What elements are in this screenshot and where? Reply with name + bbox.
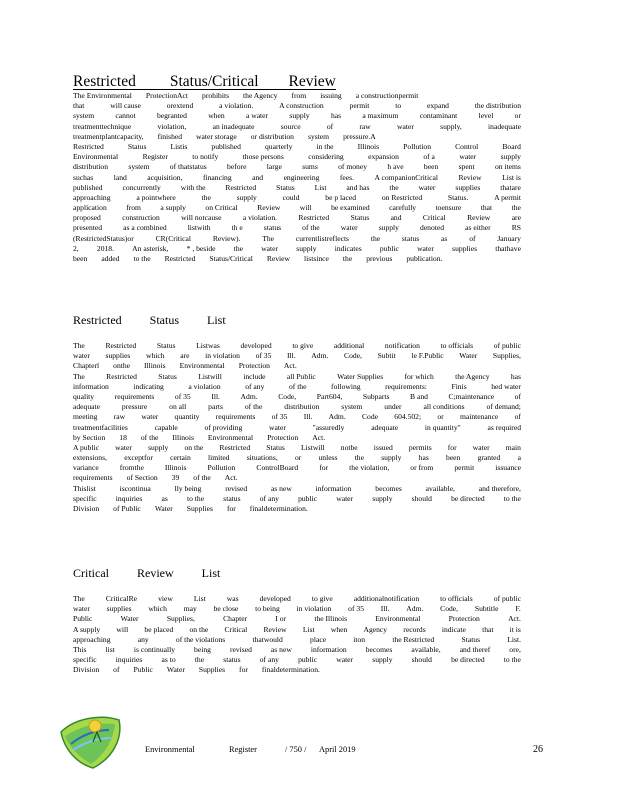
title-word: Restricted (73, 73, 136, 90)
page-title (73, 74, 336, 90)
paragraph (73, 594, 521, 676)
footer-register: Register (229, 745, 257, 754)
text-line: application from a supply on Critical Review will be examined carefully toensure that the (73, 203, 521, 213)
text-line: published concurrently with the Restricted Status List and has the water supplies thatare (73, 182, 521, 192)
text-line: The CriticalRe view List was developed to give additionalnotification to officials of public (73, 594, 521, 603)
heading-word: Restricted (73, 313, 122, 327)
text-line: approaching any of the violations thatwould place iton the Restricted Status List. (73, 634, 521, 644)
text-line: information indicating a violation of any of the following requirements: Finis hed water (73, 381, 521, 391)
text-line: distribution system of thatstatus before large sums of money h ave been spent on items (73, 162, 521, 172)
heading-word: Critical (73, 566, 109, 580)
text-line: Public Water Supplies, Chapter I or the Illinois Environmental Protection Act. (73, 614, 521, 624)
text-line: (RestrictedStatus)or CR(Critical Review). The currentlistreflects the status as of January (73, 233, 521, 243)
text-line: suchas land acquisition, financing and engineering fees. A companionCritical Review List is (73, 172, 521, 182)
text-line: specific inquiries as to the status of any public water supply should be directed to the (73, 493, 521, 503)
heading-word: Status (149, 313, 179, 327)
text-line: treatmenttechnique violation, an inadequate source of raw water supply, inadequate (73, 121, 521, 131)
text-line: been added to the Restricted Status/Critical Review listsince the previous publication. (73, 254, 443, 263)
footer-publication: Environmental (145, 745, 195, 754)
title-word: Review (288, 73, 336, 90)
text-line: adequate pressure on all parts of the distribution system under all conditions of demand; (73, 402, 521, 412)
text-line: 2, 2018. An asterisk, * , beside the water supply indicates public water supplies thathave (73, 243, 521, 253)
environmental-register-logo (57, 712, 127, 772)
text-line: water supplies which are in violation of 35 Ill. Adm. Code, Subtit le F.Public Water Supplies, (73, 351, 521, 361)
paragraph (73, 91, 521, 264)
title-word: Status/Critical (169, 73, 259, 90)
text-line: A supply will be placed on the Critical Review List when Agency records indicate that it is (73, 624, 521, 634)
heading-word: List (207, 313, 226, 327)
text-line: Thislist iscontinua lly being revised as new information becomes available, and therefore, (73, 483, 521, 493)
text-line: specific inquiries as to the status of any public water supply should be directed to the (73, 655, 521, 665)
text-line: meeting raw water quantity requirements of 35 Ill. Adm. Code 604.502; or maintenance of (73, 412, 521, 422)
text-line: Chapterl onthe Illinois Environmental Protection Act. (73, 361, 297, 371)
heading-word: List (201, 566, 221, 580)
section-heading (73, 566, 220, 580)
page-number: 26 (533, 744, 543, 755)
text-line: quality requirements of 35 Ill. Adm. Code, Part604, Subparts B and C;maintenance of (73, 391, 521, 401)
text-line: by Section 18 of the Illinois Environmental Protection Act. (73, 432, 326, 442)
text-line: The Restricted Status Listwas developed to give additional notification to officials of public (73, 341, 521, 350)
footer-issue: / 750 / (285, 745, 307, 754)
text-line: presented as a combined listwith th e status of the water supply denoted as either RS (73, 223, 521, 233)
text-line: water supplies which may be close to being in violation of 35 Ill. Adm. Code, Subtitle F. (73, 604, 521, 614)
text-line: Environmental Register to notify those persons considering expansion of a water supply (73, 152, 521, 162)
text-line: Division of Public Water Supplies for finaldetermination. (73, 665, 320, 675)
text-line: The Restricted Status Listwill include all Public Water Supplies for which the Agency has (73, 371, 521, 381)
text-line: Restricted Status Listis published quarterly in the Illinois Pollution Control Board (73, 141, 521, 151)
text-line: treatmentfacilities capable of providing water "assuredly adequate in quantity" as required (73, 422, 521, 432)
heading-word: Review (137, 566, 174, 580)
text-line: The Environmental ProtectionAct prohibits the Agency from issuing a constructionpermit (73, 91, 419, 100)
text-line: A public water supply on the Restricted Status Listwill notbe issued permits for water main (73, 442, 521, 452)
text-line: treatmentplantcapacity, finished water storage or distribution system pressure.A (73, 131, 376, 141)
footer-date: April 2019 (319, 745, 356, 754)
text-line: proposed construction will notcause a violation. Restricted Status and Critical Review are (73, 213, 521, 223)
text-line: extensions, exceptfor certain limited situations, or unless the supply has been granted a (73, 453, 521, 463)
text-line: variance fromthe Illinois Pollution ControlBoard for the violation, or from permit issuance (73, 463, 521, 473)
paragraph (73, 341, 521, 514)
section-heading (73, 313, 226, 327)
text-line: that will cause orextend a violation. A construction permit to expand the distribution (73, 101, 521, 111)
text-line: Division of Public Water Supplies for finaldetermination. (73, 504, 308, 513)
text-line: approaching a pointwhere the supply could be p laced on Restricted Status. A permit (73, 192, 521, 202)
text-line: system cannot begranted when a water supply has a maximum contaminant level or (73, 111, 521, 121)
text-line: requirements of Section 39 of the Act. (73, 473, 238, 483)
text-line: This list is continually being revised as new information becomes available, and theref ore, (73, 644, 521, 654)
